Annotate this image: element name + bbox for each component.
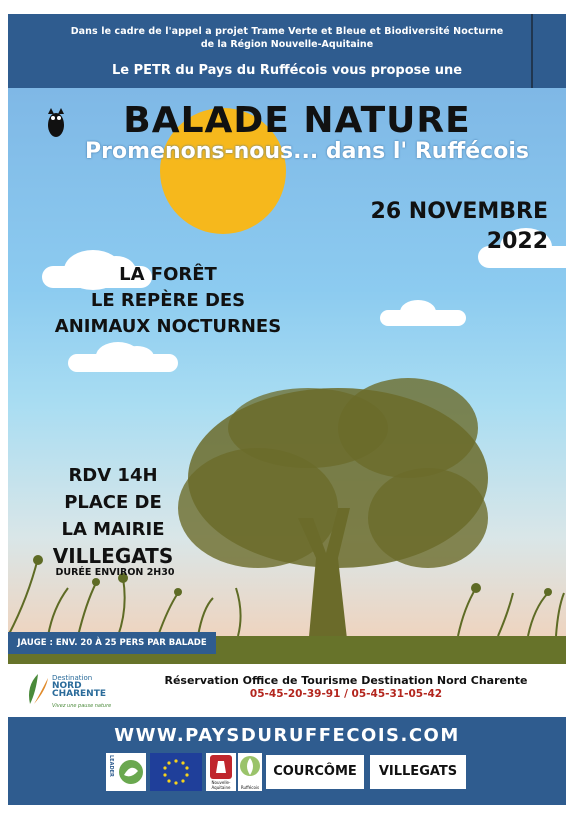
leader-logo: LEADER — [106, 753, 146, 791]
meeting-info — [28, 462, 198, 570]
poster — [8, 14, 566, 805]
dnc-logo-tagline: Vivez une pause nature — [52, 703, 112, 709]
region-lion-icon — [206, 753, 236, 781]
theme-line-1: LA FORÊT — [119, 264, 217, 285]
header-band — [8, 14, 566, 88]
meeting-line-3: LA MAIRIE — [61, 519, 165, 540]
event-title: BALADE NATURE — [123, 100, 471, 141]
reservation-phones: 05-45-20-39-91 / 05-45-31-05-42 — [249, 688, 443, 700]
event-date — [328, 197, 548, 257]
partner-villegats: VILLEGATS — [370, 755, 466, 789]
region-nouvelle-aquitaine-logo: Nouvelle-Aquitaine — [206, 753, 236, 791]
event-date-year: 2022 — [486, 229, 548, 254]
theme-line-3: ANIMAUX NOCTURNES — [54, 316, 282, 337]
dnc-logo-small: Destination — [52, 674, 93, 682]
header-line-2: de la Région Nouvelle-Aquitaine — [200, 39, 374, 50]
leaf-logo-icon — [26, 672, 50, 706]
event-theme — [28, 262, 308, 340]
meeting-line-2: PLACE DE — [64, 492, 162, 513]
meeting-line-4: VILLEGATS — [52, 544, 174, 568]
dnc-logo-big-1: NORD — [52, 681, 82, 691]
event-duration: DURÉE ENVIRON 2H30 — [55, 567, 175, 578]
capacity-banner: JAUGE : ENV. 20 À 25 PERS PAR BALADE — [8, 632, 216, 654]
meeting-line-1: RDV 14H — [68, 465, 158, 486]
eu-flag-icon — [150, 753, 202, 791]
reservation-office: Réservation Office de Tourisme Destination Nord Charente — [164, 674, 528, 687]
header-line-3: Le PETR du Pays du Ruffécois vous propose une — [111, 63, 463, 78]
reservation-section — [8, 664, 566, 717]
website-url[interactable]: WWW.PAYSDURUFFECOIS.COM — [114, 725, 460, 746]
dnc-logo-big-2: CHARENTE — [52, 689, 106, 699]
theme-line-2: LE REPÈRE DES — [90, 290, 246, 311]
partner-courcome: COURCÔME — [266, 755, 364, 789]
footer-band — [8, 717, 566, 805]
destination-nord-charente-logo — [26, 670, 116, 710]
header-line-1: Dans le cadre de l'appel a projet Trame Verte et Bleue et Biodiversité Nocturne — [70, 26, 504, 37]
leader-emblem-icon — [118, 759, 144, 785]
event-date-day: 26 NOVEMBRE — [370, 199, 548, 224]
ruffecois-leaf-icon — [238, 753, 262, 781]
ruffecois-logo: Ruffécois — [238, 753, 262, 791]
event-subtitle: Promenons-nous... dans l' Ruffécois — [85, 139, 529, 164]
